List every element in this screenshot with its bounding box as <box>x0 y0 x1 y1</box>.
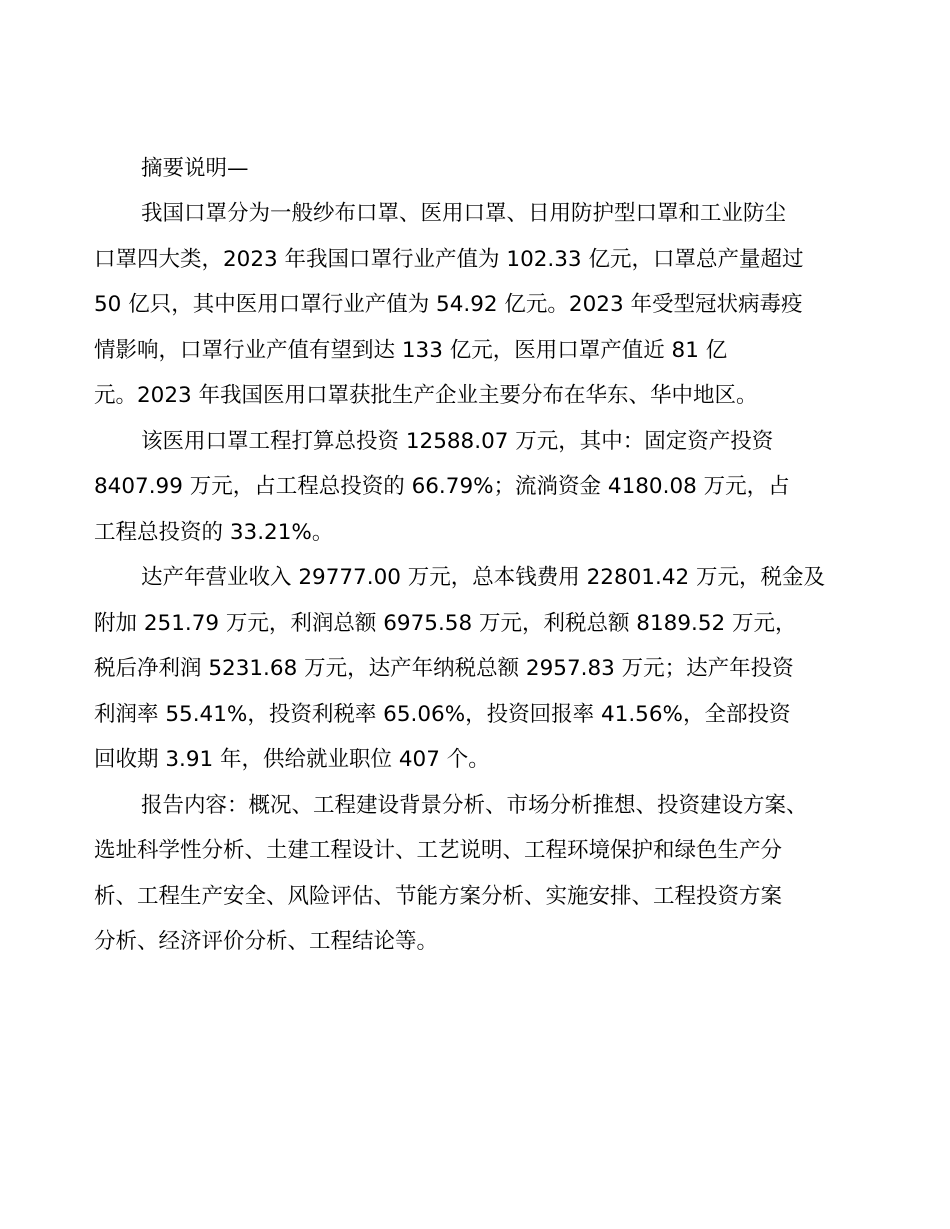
text-line: 我国口罩分为一般纱布口罩、医用口罩、日用防护型口罩和工业防尘 <box>141 201 787 226</box>
paragraph-investment <box>94 419 854 556</box>
text-line: 附加 251.79 万元，利润总额 6975.58 万元，利税总额 8189.52 万元， <box>94 610 797 636</box>
text-line: 达产年营业收入 29777.00 万元，总本钱费用 22801.42 万元，税金及 <box>141 565 826 590</box>
text-line: 利润率 55.41%，投资利税率 65.06%，投资回报率 41.56%，全部投资 <box>94 701 791 727</box>
text-line: 分析、经济评价分析、工程结论等。 <box>94 929 439 954</box>
text-line: 元。2023 年我国医用口罩获批生产企业主要分布在华东、华中地区。 <box>94 383 758 408</box>
paragraph-financials <box>94 555 854 783</box>
text-line: 报告内容：概况、工程建设背景分析、市场分析推想、投资建设方案、 <box>141 792 808 818</box>
text-line: 析、工程生产安全、风险评估、节能方案分析、实施安排、工程投资方案 <box>94 883 783 909</box>
paragraph-report-contents <box>94 783 854 965</box>
text-line: 回收期 3.91 年，供给就业职位 407 个。 <box>94 747 490 772</box>
text-line: 税后净利润 5231.68 万元，达产年纳税总额 2957.83 万元；达产年投资 <box>94 656 794 681</box>
text-line: 情影响，口罩行业产值有望到达 133 亿元，医用口罩产值近 81 亿 <box>94 337 728 363</box>
paragraph-industry-overview <box>94 191 854 419</box>
document-body <box>94 146 854 965</box>
abstract-heading: 摘要说明— <box>141 156 249 181</box>
text-line: 口罩四大类，2023 年我国口罩行业产值为 102.33 亿元，口罩总产量超过 <box>94 246 804 272</box>
text-line: 8407.99 万元，占工程总投资的 66.79%；流淌资金 4180.08 万元，占 <box>94 474 790 499</box>
text-line: 50 亿只，其中医用口罩行业产值为 54.92 亿元。2023 年受型冠状病毒疫 <box>94 292 803 317</box>
text-line: 选址科学性分析、土建工程设计、工艺说明、工程环境保护和绿色生产分 <box>94 838 783 863</box>
text-line: 该医用口罩工程打算总投资 12588.07 万元，其中：固定资产投资 <box>141 428 774 454</box>
text-line: 工程总投资的 33.21%。 <box>94 519 334 545</box>
